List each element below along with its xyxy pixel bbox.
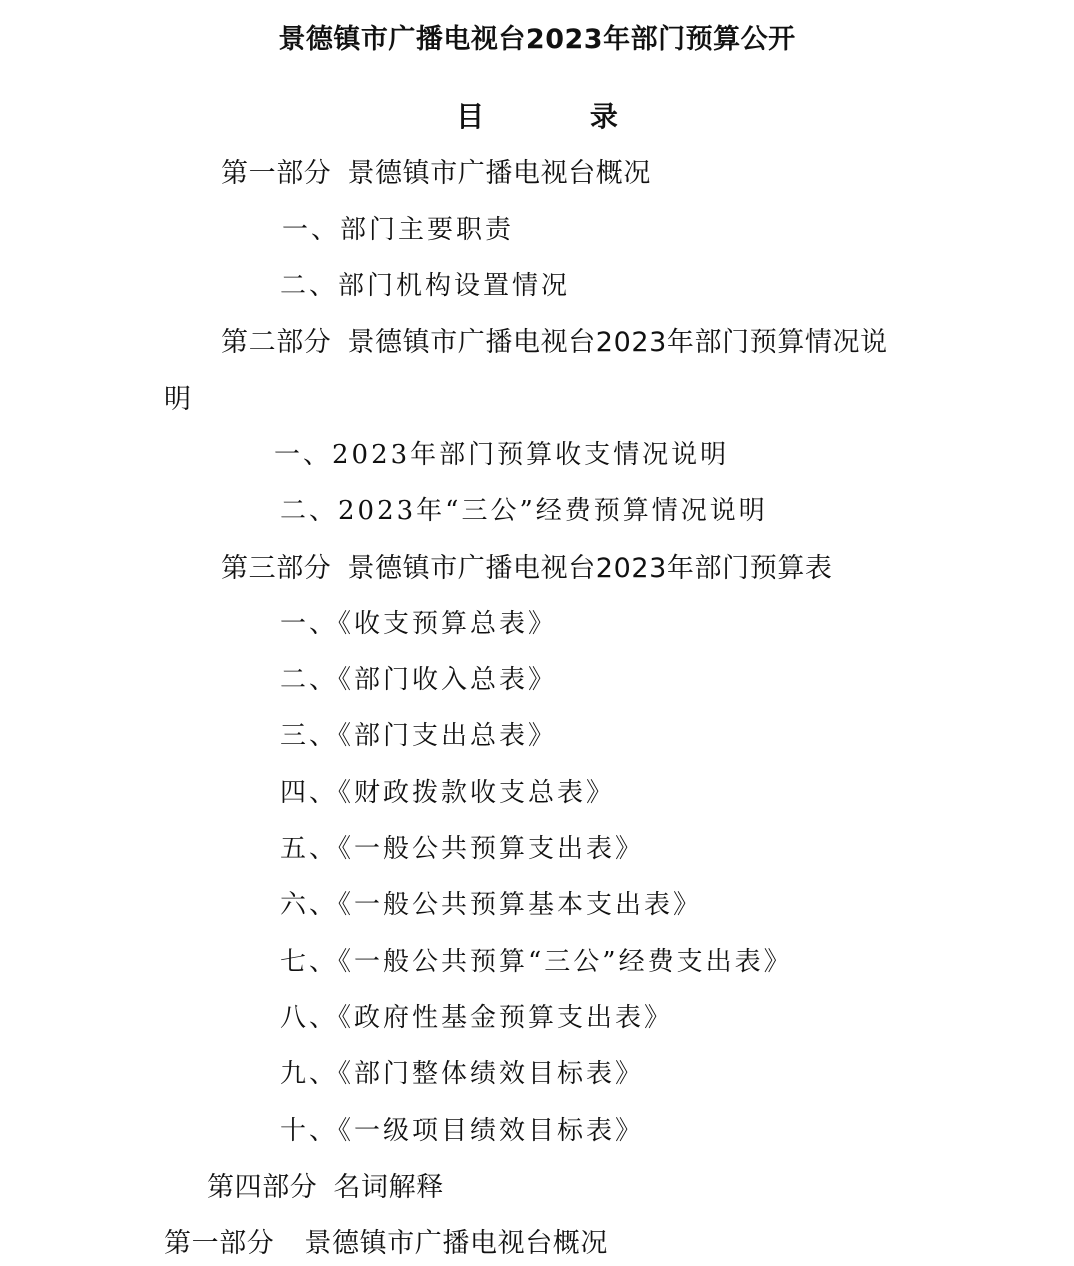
toc-part-4-label: 第四部分 bbox=[207, 1172, 318, 1203]
toc-item-2-1: 一、2023年部门预算收支情况说明 bbox=[274, 440, 730, 470]
section-heading-label: 第一部分 bbox=[164, 1228, 275, 1259]
toc-item-3-1: 一、《收支预算总表》 bbox=[280, 609, 558, 639]
toc-item-3-9: 九、《部门整体绩效目标表》 bbox=[280, 1059, 645, 1089]
toc-part-2-wrap: 明 bbox=[164, 384, 192, 415]
section-heading-part-1 bbox=[164, 1230, 608, 1257]
toc-item-1-2: 二、部门机构设置情况 bbox=[280, 271, 571, 301]
toc-item-3-10: 十、《一级项目绩效目标表》 bbox=[280, 1116, 645, 1146]
toc-item-3-3: 三、《部门支出总表》 bbox=[280, 721, 558, 751]
toc-part-2-label: 第二部分 bbox=[221, 327, 332, 358]
toc-item-3-6: 六、《一般公共预算基本支出表》 bbox=[280, 890, 703, 920]
toc-part-3-text: 景德镇市广播电视台2023年部门预算表 bbox=[347, 553, 833, 584]
toc-part-4-text: 名词解释 bbox=[333, 1172, 444, 1203]
toc-item-3-8: 八、《政府性基金预算支出表》 bbox=[280, 1003, 674, 1033]
toc-part-1-label: 第一部分 bbox=[221, 158, 332, 189]
toc-part-3 bbox=[221, 555, 833, 582]
section-heading-text: 景德镇市广播电视台概况 bbox=[304, 1228, 609, 1259]
toc-item-3-7: 七、《一般公共预算“三公”经费支出表》 bbox=[280, 947, 793, 977]
toc-item-3-2: 二、《部门收入总表》 bbox=[280, 665, 558, 695]
toc-part-3-label: 第三部分 bbox=[221, 553, 332, 584]
toc-part-4 bbox=[207, 1174, 444, 1201]
toc-item-2-2: 二、2023年“三公”经费预算情况说明 bbox=[280, 496, 768, 526]
document-title: 景德镇市广播电视台2023年部门预算公开 bbox=[278, 24, 796, 55]
toc-part-1 bbox=[221, 160, 651, 187]
toc-item-1-1: 一、部门主要职责 bbox=[282, 215, 515, 245]
toc-part-2 bbox=[221, 329, 888, 356]
toc-part-2-text: 景德镇市广播电视台2023年部门预算情况说 bbox=[347, 327, 888, 358]
toc-part-1-text: 景德镇市广播电视台概况 bbox=[347, 158, 652, 189]
toc-heading: 目 录 bbox=[456, 100, 666, 133]
toc-item-3-4: 四、《财政拨款收支总表》 bbox=[280, 778, 616, 808]
toc-item-3-5: 五、《一般公共预算支出表》 bbox=[280, 834, 645, 864]
